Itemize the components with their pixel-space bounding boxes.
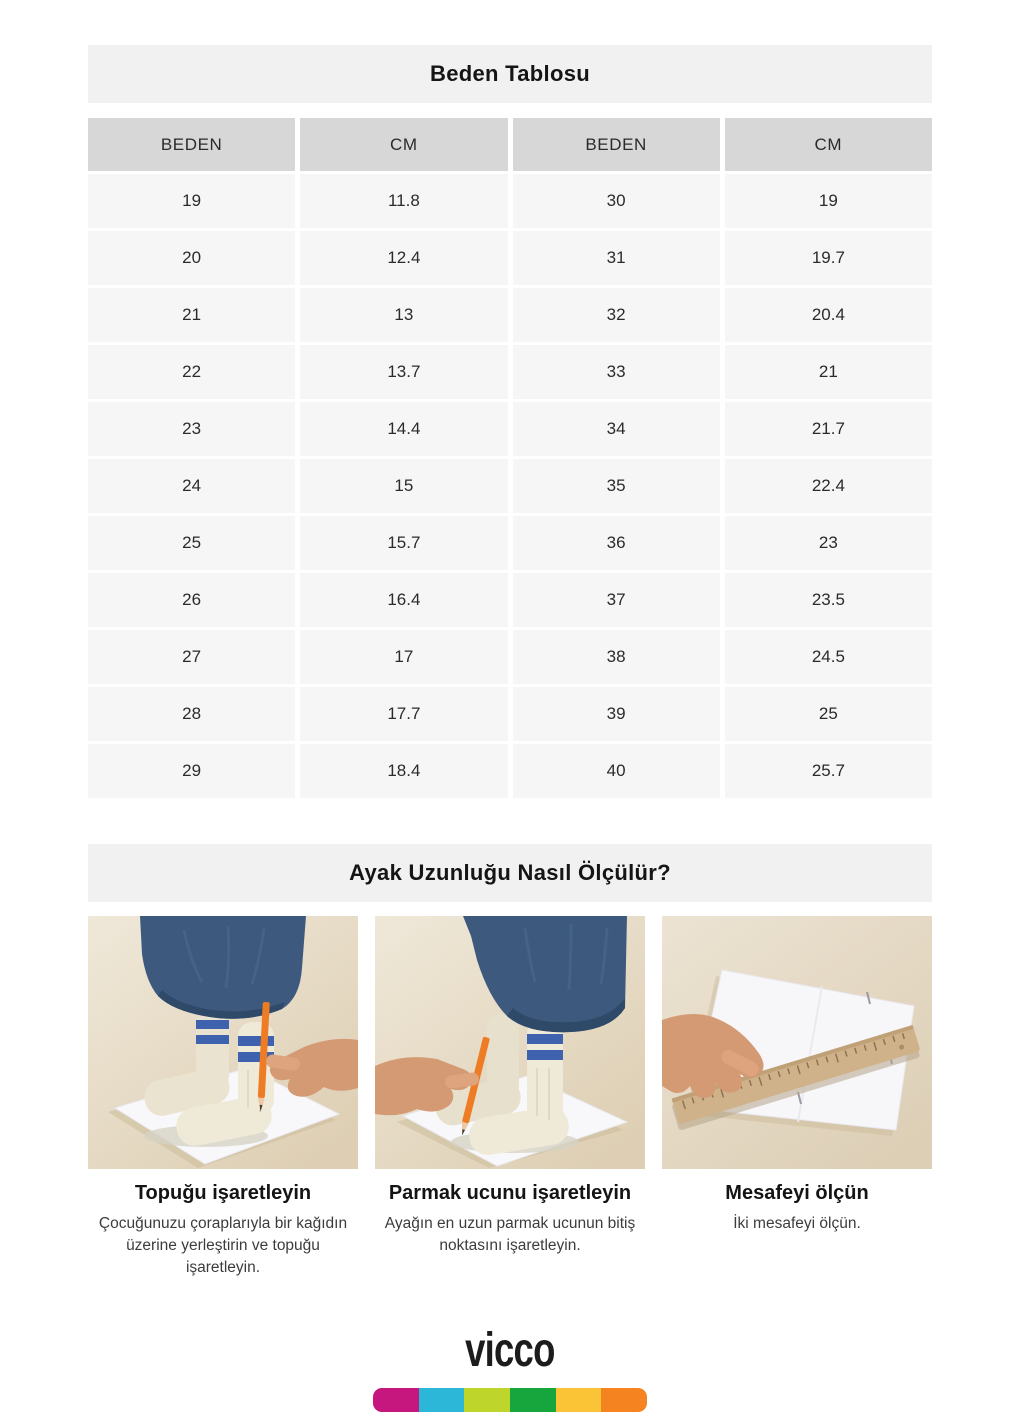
howto-title: Ayak Uzunluğu Nasıl Ölçülür?	[349, 860, 671, 885]
size-table-title: Beden Tablosu	[430, 61, 590, 86]
size-cell: 38	[513, 630, 720, 684]
size-cell: 23	[88, 402, 295, 456]
brand-bar-segment	[510, 1388, 556, 1412]
cm-cell: 25.7	[725, 744, 932, 798]
table-row	[88, 459, 932, 513]
step-heading: Topuğu işaretleyin	[134, 1182, 312, 1204]
step-caption	[88, 1182, 358, 1279]
brand-color-bar	[373, 1388, 647, 1412]
table-row	[88, 345, 932, 399]
feet-on-paper-pencil-at-toe-illustration	[375, 916, 645, 1169]
size-cell: 40	[513, 744, 720, 798]
brand-logo: vicco	[465, 1324, 555, 1377]
size-cell: 31	[513, 231, 720, 285]
cm-cell: 13	[300, 288, 507, 342]
brand-bar-segment	[601, 1388, 647, 1412]
table-row	[88, 687, 932, 741]
cm-cell: 18.4	[300, 744, 507, 798]
cm-cell: 24.5	[725, 630, 932, 684]
howto-title-box	[88, 844, 932, 902]
cm-cell: 19	[725, 174, 932, 228]
cm-cell: 15.7	[300, 516, 507, 570]
brand-bar-segment	[464, 1388, 510, 1412]
photo-mark-toe	[375, 916, 645, 1169]
cm-cell: 25	[725, 687, 932, 741]
table-row	[88, 231, 932, 285]
column-header-size-left: BEDEN	[88, 118, 295, 171]
cm-cell: 17	[300, 630, 507, 684]
step-caption	[375, 1182, 645, 1257]
size-cell: 27	[88, 630, 295, 684]
cm-cell: 23	[725, 516, 932, 570]
brand-bar-segment	[556, 1388, 602, 1412]
size-cell: 24	[88, 459, 295, 513]
howto-steps	[88, 916, 932, 1279]
table-row	[88, 288, 932, 342]
size-cell: 22	[88, 345, 295, 399]
size-table-body	[88, 174, 932, 798]
step-description: Ayağın en uzun parmak ucunun bitiş noktasını işaretleyin.	[384, 1215, 636, 1254]
step-mark-toe	[375, 916, 645, 1279]
size-cell: 35	[513, 459, 720, 513]
table-row	[88, 174, 932, 228]
cm-cell: 21	[725, 345, 932, 399]
column-header-cm-left: CM	[300, 118, 507, 171]
step-description: İki mesafeyi ölçün.	[733, 1215, 861, 1232]
size-cell: 39	[513, 687, 720, 741]
size-table-wrap	[88, 115, 932, 801]
header-row	[88, 118, 932, 171]
footer	[88, 1324, 932, 1412]
cm-cell: 23.5	[725, 573, 932, 627]
size-cell: 20	[88, 231, 295, 285]
brand-bar-segment	[419, 1388, 465, 1412]
cm-cell: 22.4	[725, 459, 932, 513]
size-table-title-box	[88, 45, 932, 103]
size-cell: 19	[88, 174, 295, 228]
step-caption	[662, 1182, 932, 1235]
table-row	[88, 573, 932, 627]
size-cell: 34	[513, 402, 720, 456]
cm-cell: 16.4	[300, 573, 507, 627]
size-guide-page	[88, 45, 932, 1412]
size-cell: 32	[513, 288, 720, 342]
cm-cell: 11.8	[300, 174, 507, 228]
step-measure-distance	[662, 916, 932, 1279]
cm-cell: 14.4	[300, 402, 507, 456]
size-cell: 36	[513, 516, 720, 570]
cm-cell: 17.7	[300, 687, 507, 741]
cm-cell: 12.4	[300, 231, 507, 285]
cm-cell: 19.7	[725, 231, 932, 285]
size-cell: 29	[88, 744, 295, 798]
hand-measuring-with-ruler-illustration	[662, 916, 932, 1169]
table-row	[88, 744, 932, 798]
table-row	[88, 630, 932, 684]
size-cell: 21	[88, 288, 295, 342]
photo-mark-heel	[88, 916, 358, 1169]
size-cell: 26	[88, 573, 295, 627]
photo-measure-distance	[662, 916, 932, 1169]
table-row	[88, 516, 932, 570]
size-cell: 33	[513, 345, 720, 399]
step-heading: Mesafeyi ölçün	[725, 1182, 869, 1204]
size-cell: 25	[88, 516, 295, 570]
step-heading: Parmak ucunu işaretleyin	[388, 1182, 632, 1204]
column-header-size-right: BEDEN	[513, 118, 720, 171]
cm-cell: 20.4	[725, 288, 932, 342]
size-table	[83, 115, 937, 801]
size-cell: 37	[513, 573, 720, 627]
feet-on-paper-pencil-at-heel-illustration	[88, 916, 358, 1169]
step-description: Çocuğunuzu çoraplarıyla bir kağıdın üzerine yerleştirin ve topuğu işaretleyin.	[98, 1215, 348, 1276]
step-mark-heel	[88, 916, 358, 1279]
cm-cell: 21.7	[725, 402, 932, 456]
cm-cell: 15	[300, 459, 507, 513]
brand-bar-segment	[373, 1388, 419, 1412]
cm-cell: 13.7	[300, 345, 507, 399]
size-cell: 28	[88, 687, 295, 741]
table-row	[88, 402, 932, 456]
size-cell: 30	[513, 174, 720, 228]
column-header-cm-right: CM	[725, 118, 932, 171]
